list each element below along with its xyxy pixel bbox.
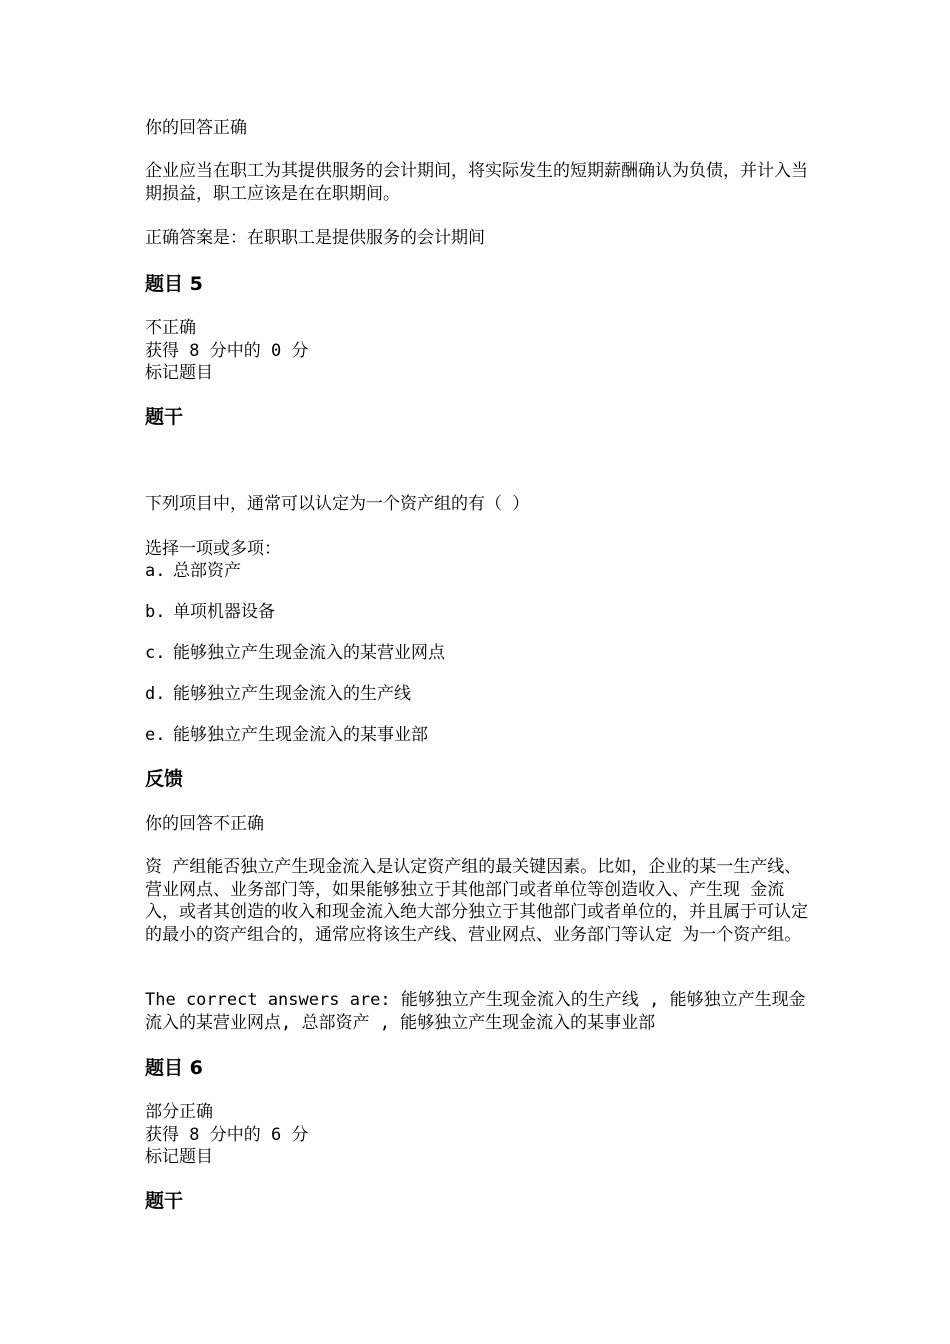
question-5-status: 不正确 bbox=[145, 318, 196, 338]
prev-correct-answer: 正确答案是：在职职工是提供服务的会计期间 bbox=[145, 228, 485, 248]
question-6-status: 部分正确 bbox=[145, 1102, 213, 1122]
option-letter: e. bbox=[145, 725, 166, 745]
option-letter: d. bbox=[145, 684, 166, 704]
option-letter: b. bbox=[145, 602, 166, 622]
question-5-score: 获得 8 分中的 0 分 bbox=[145, 341, 309, 361]
question-5-flag-link[interactable]: 标记题目 bbox=[145, 363, 213, 383]
prev-feedback-result: 你的回答正确 bbox=[145, 118, 247, 138]
question-5-correct-answers: The correct answers are: 能够独立产生现金流入的生产线 , 能够独立产生现金流入的某营业网点, 总部资产 , 能够独立产生现金流入的某事业部 bbox=[145, 990, 806, 1033]
prev-feedback-explanation: 企业应当在职工为其提供服务的会计期间，将实际发生的短期薪酬确认为负债，并计入当期损益，职工应该是在在职期间。 bbox=[145, 161, 808, 204]
option-text: 能够独立产生现金流入的某事业部 bbox=[173, 725, 428, 745]
option-text: 能够独立产生现金流入的某营业网点 bbox=[173, 643, 445, 663]
option-letter: a. bbox=[145, 561, 166, 581]
question-5-instruction: 选择一项或多项： bbox=[145, 539, 281, 559]
question-5-option-b[interactable] bbox=[145, 601, 275, 623]
question-6-score: 获得 8 分中的 6 分 bbox=[145, 1125, 309, 1145]
option-letter: c. bbox=[145, 643, 166, 663]
question-5-feedback-explanation: 资 产组能否独立产生现金流入是认定资产组的最关键因素。比如，企业的某一生产线、营业网点、业务部门等，如果能够独立于其他部门或者单位等创造收入、产生现 金流入，或者其创造的收入和现金流入绝大部分独立于其他部门或者单位的，并且属于可认定的最小的资产组合的，通常应将该生产线、营业网点、业务部门等认定 为一个资产组。 bbox=[145, 857, 808, 945]
option-text: 总部资产 bbox=[173, 561, 241, 581]
option-text: 单项机器设备 bbox=[173, 602, 275, 622]
question-5-option-e[interactable] bbox=[145, 724, 428, 746]
question-6-title: 题目 6 bbox=[145, 1057, 203, 1079]
question-5-feedback-result: 你的回答不正确 bbox=[145, 814, 264, 834]
question-5-option-c[interactable] bbox=[145, 642, 445, 664]
option-text: 能够独立产生现金流入的生产线 bbox=[173, 684, 411, 704]
question-6-flag-link[interactable]: 标记题目 bbox=[145, 1147, 213, 1167]
question-5-option-d[interactable] bbox=[145, 683, 411, 705]
question-5-option-a[interactable] bbox=[145, 560, 241, 582]
question-5-stem: 下列项目中，通常可以认定为一个资产组的有（ ） bbox=[145, 494, 530, 514]
question-5-feedback-label: 反馈 bbox=[145, 768, 184, 790]
question-6-stem-label: 题干 bbox=[145, 1190, 184, 1212]
question-5-stem-label: 题干 bbox=[145, 406, 184, 428]
question-5-title: 题目 5 bbox=[145, 273, 203, 295]
